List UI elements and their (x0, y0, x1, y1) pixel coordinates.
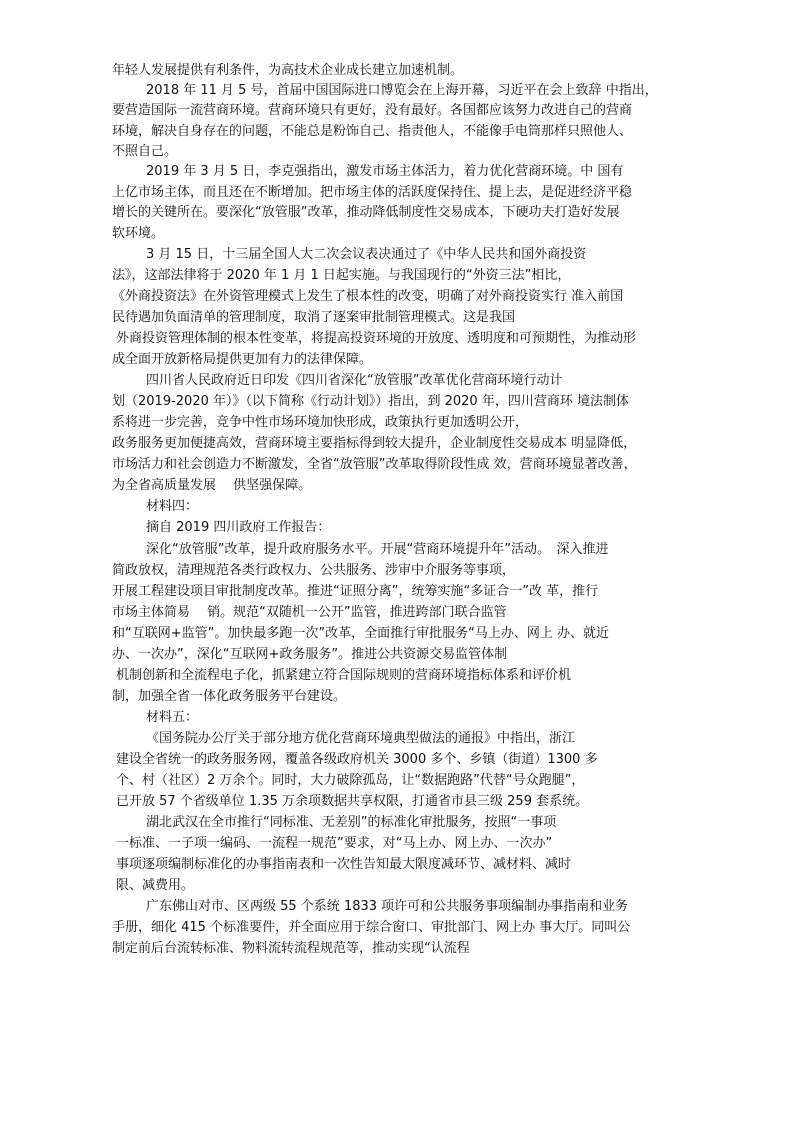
text-line: 事项逐项编制标准化的办事指南表和一次性告知最大限度减环节、减材料、减时 (116, 857, 572, 872)
text-line: 机制创新和全流程电子化，抓紧建立符合国际规则的营商环境指标体系和评价机 (116, 668, 572, 683)
text-line: 年轻人发展提供有利条件，为高技术企业成长建立加速机制。 (112, 63, 464, 78)
text-line: 开展工程建设项目审批制度改革。推进“证照分离”，统筹实施“多证合一”改 革，推行 (112, 584, 599, 599)
text-line: 民待遇加负面清单的管理制度，取消了逐案审批制管理模式。这是我国 (112, 310, 516, 325)
text-line: 手册，细化 415 个标准要件，并全面应用于综合窗口、审批部门、网上办 事大厅。同叫公 (112, 920, 631, 935)
text-line: 成全面开放新格局提供更加有力的法律保障。 (112, 352, 373, 367)
text-line: 环境，解决自身存在的问题，不能总是粉饰自己、指责他人，不能像手电筒那样只照他人、 (112, 124, 633, 139)
text-line: 一标准、一子项一编码、一流程一规范”要求，对“马上办、网上办、一次办” (116, 836, 553, 851)
section-heading: 材料四： (146, 499, 199, 514)
text-line: 简政放权，清理规范各类行政权力、公共服务、涉审中介服务等事项， (112, 563, 516, 578)
text-line: 制定前后台流转标准、物料流转流程规范等，推动实现“认流程 (112, 941, 470, 956)
text-line: 摘自 2019 四川政府工作报告： (146, 520, 331, 535)
text-line: 和“互联网+监管”。加快最多跑一次”改革，全面推行审批服务“马上办、网上 办、就近 (112, 626, 609, 641)
text-line: 建设全省统一的政务服务网，覆盖各级政府机关 3000 多个、乡镇（街道）1300 多 (116, 752, 598, 767)
text-line: 湖北武汉在全市推行“同标准、无差别”的标准化审批服务，按照“一事项 (146, 815, 557, 830)
text-line: 限、减费用。 (116, 878, 195, 893)
text-line: 市场主体简易 销。规范“双随机一公开”监管，推进跨部门联合监管 (112, 605, 507, 620)
text-line: 《国务院办公厅关于部分地方优化营商环境典型做法的通报》中指出，浙江 (146, 731, 576, 746)
text-line: 市场活力和社会创造力不断激发，全省“放管服”改革取得阶段性成 效，营商环境显著改善， (112, 457, 637, 472)
text-line: 外商投资管理体制的根本性变革，将提高投资环境的开放度、透明度和可预期性，为推动形 (116, 331, 637, 346)
text-line: 制，加强全省一体化政务服务平台建设。 (112, 689, 347, 704)
text-line: 政务服务更加便捷高效，营商环境主要指标得到较大提升，企业制度性交易成本 明显降低， (112, 436, 637, 451)
text-line: 增长的关键所在。要深化“放管服”改革，推动降低制度性交易成本，下硬功夫打造好发展 (112, 205, 620, 220)
section-heading: 材料五： (146, 710, 199, 725)
text-line: 四川省人民政府近日印发《四川省深化“放管服”改革优化营商环境行动计 (146, 373, 563, 388)
text-line: 2019 年 3 月 5 日，李克强指出，激发市场主体活力，着力优化营商环境。中 国有 (146, 164, 624, 179)
text-line: 办、一次办”，深化“互联网+政务服务”。推进公共资源交易监管体制 (112, 647, 508, 662)
text-line: 3 月 15 日，十三届全国人大二次会议表决通过了《中华人民共和国外商投资 (146, 247, 587, 262)
text-line: 个、村（社区）2 万余个。同时，大力破除孤岛，让“数据跑路”代替“号众跑腿”， (116, 773, 585, 788)
text-line: 软环境。 (112, 226, 165, 241)
text-line: 《外商投资法》在外资管理模式上发生了根本性的改变，明确了对外商投资实行 准入前国 (112, 289, 624, 304)
text-line: 2018 年 11 月 5 号，首届中国国际进口博览会在上海开幕，习近平在会上致辞 中指出， (146, 83, 658, 98)
text-line: 深化“放管服”改革，提升政府服务水平。开展“营商环境提升年”活动。 深入推进 (146, 542, 609, 557)
text-line: 要营造国际一流营商环境。营商环境只有更好，没有最好。各国都应该努力改进自己的营商 (112, 103, 633, 118)
text-line: 不照自己。 (112, 144, 178, 159)
text-line: 系将进一步完善，竞争中性市场环境加快形成，政策执行更加透明公开， (112, 415, 529, 430)
text-line: 广东佛山对市、区两级 55 个系统 1833 项许可和公共服务事项编制办事指南和业务 (146, 899, 629, 914)
text-line: 法》，这部法律将于 2020 年 1 月 1 日起实施。与我国现行的“外资三法”相比， (112, 268, 571, 283)
text-line: 为全省高质量发展 供坚强保障。 (112, 478, 312, 493)
text-line: 划（2019-2020 年）》（以下简称《行动计划》）指出，到 2020 年，四川营商环 境法制体 (112, 394, 629, 409)
text-line: 已开放 57 个省级单位 1.35 万余项数据共享权限，打通省市县三级 259 套系统。 (116, 794, 589, 809)
text-line: 上亿市场主体，而且还在不断增加。把市场主体的活跃度保持住、提上去，是促进经济平稳 (112, 185, 633, 200)
